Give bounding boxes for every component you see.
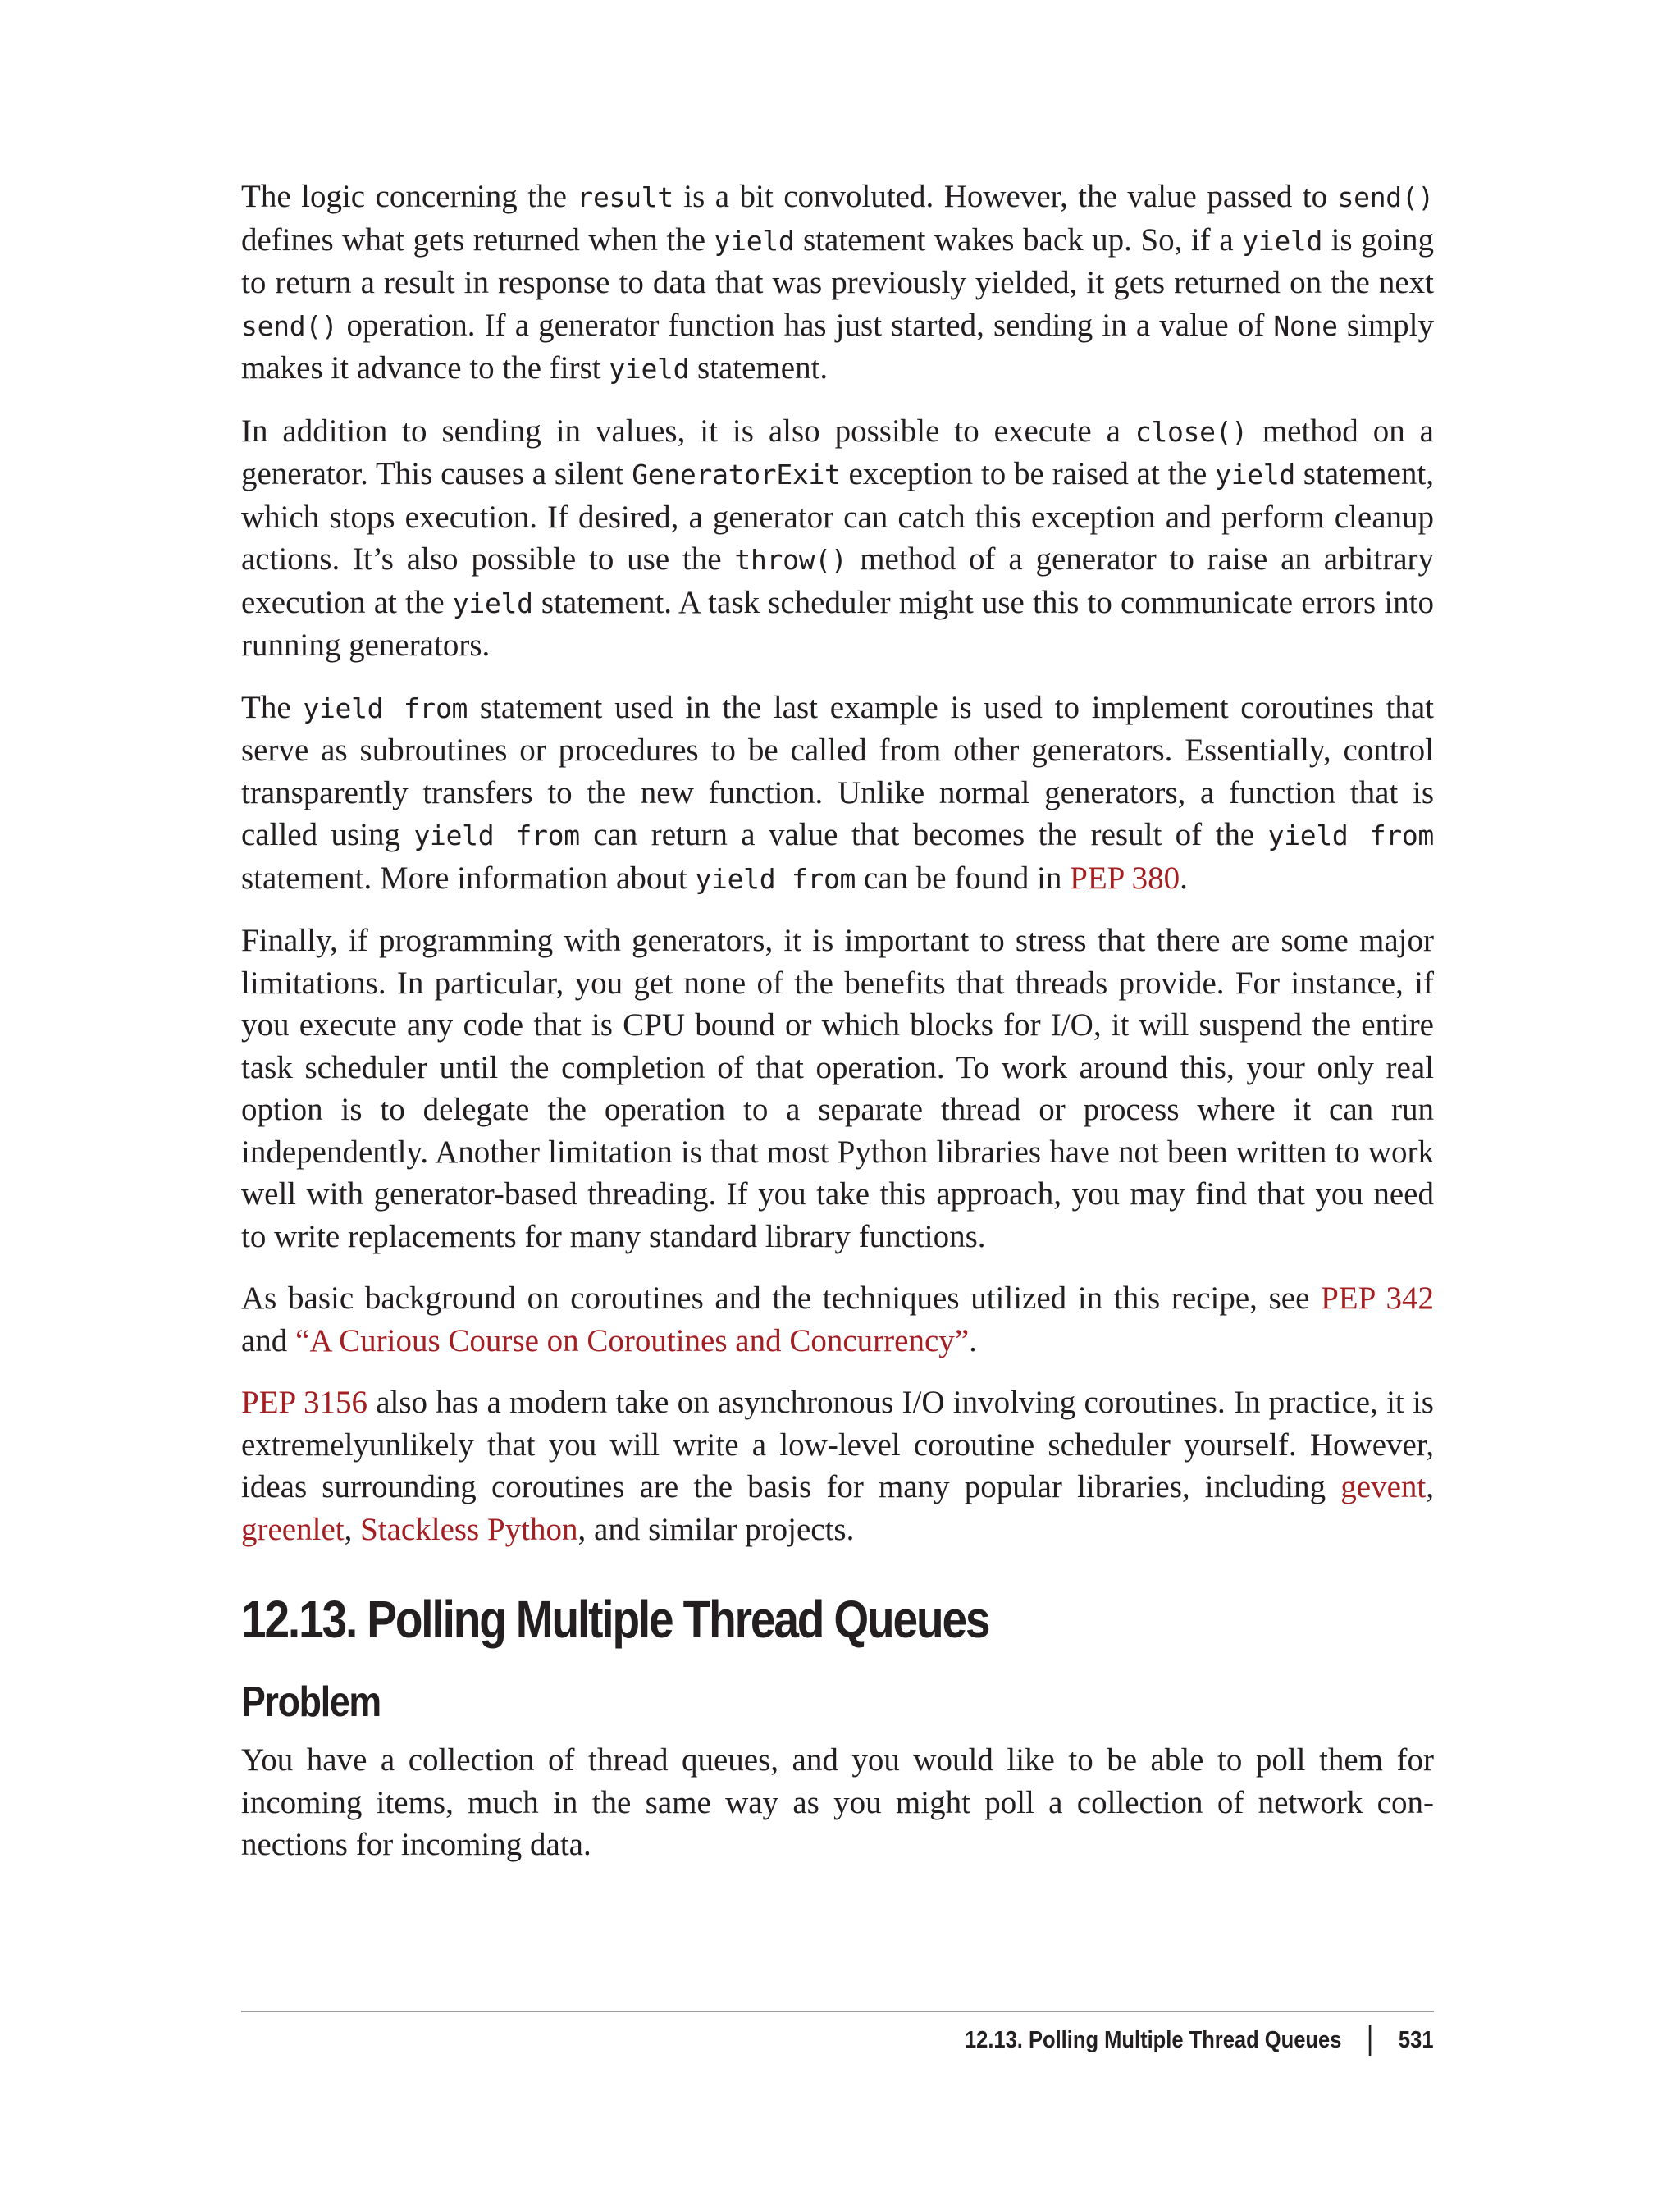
text-run: , [1426, 1469, 1434, 1504]
text-run: also has a modern take on asynchronous I/O involving coroutines. In practice, it is extremelyunlikely that you will write a low-level coroutine scheduler yourself. However, ideas surrounding coroutines are the basis for many popular libraries, including [241, 1385, 1434, 1504]
footer-running-title: 12.13. Polling Multiple Thread Queues [965, 2026, 1342, 2053]
text-run: statement used in the last example is used to implement coroutines that serve as subroutines or procedures to be called from other generators. Essentially, control transparently transfers to the new function. Unlike normal generators, a function that is called using [241, 689, 1435, 852]
link-stackless-python[interactable]: Stackless Python [360, 1511, 578, 1547]
text-run: and [241, 1322, 296, 1358]
paragraph-pep-3156 [241, 1381, 1434, 1550]
text-run: The logic concerning the [241, 179, 578, 214]
text-run: method on a generator. This causes a silent [241, 413, 1434, 491]
text-run: method of a generator to raise an arbitrary execution at the [241, 541, 1434, 620]
text-run: Finally, if programming with generators, it is important to stress that there are some major limitations. In particular, you get none of the benefits that threads provide. For instance, if you execute any code that is CPU bound or which blocks for I/O, it will suspend the entire task scheduler until the completion of that operation. To work around this, your only real option is to delegate the operation to a separate thread or process where it can run independently. Another limitation is that most Python libraries have not been written to work well with generator-based threading. If you take this approach, you may find that you need to write replacements for many standard library functions. [241, 923, 1434, 1254]
inline-code: yield [609, 353, 690, 385]
inline-code: yield [1215, 459, 1295, 491]
inline-code: yield [1242, 224, 1323, 257]
text-run: simply makes it advance to the first [241, 307, 1434, 386]
paragraph-close-throw [241, 410, 1434, 667]
paragraph-background [241, 1277, 1434, 1362]
text-run: is going to return a result in response to data that was previously yielded, it gets returned on the next [241, 221, 1434, 300]
subsection-title-problem: Problem [241, 1678, 381, 1726]
text-run: can be found in [856, 860, 1071, 896]
text-run: In addition to sending in values, it is also possible to execute a [241, 413, 1135, 449]
inline-code: yield from [303, 692, 468, 724]
page-number: 531 [1399, 2026, 1434, 2053]
text-run: statement. [689, 350, 829, 386]
text-run: exception to be raised at the [840, 456, 1216, 491]
text-run: , [344, 1511, 361, 1547]
text-run: statement, which stops execution. If desired, a generator can catch this exception and perform cleanup actions. It’s also possible to use the [241, 456, 1435, 577]
text-run: defines what gets returned when the [241, 221, 714, 258]
inline-code: yield [452, 587, 533, 619]
text-run: statement. A task scheduler might use this to communicate errors into running generators. [241, 584, 1434, 663]
inline-code: result [577, 181, 673, 213]
text-run: . [1180, 860, 1188, 896]
section-title: 12.13. Polling Multiple Thread Queues [241, 1590, 989, 1649]
text-run: can return a value that becomes the result of the [579, 817, 1268, 852]
link-pep-380[interactable]: PEP 380 [1070, 860, 1180, 896]
inline-code: send() [241, 309, 338, 342]
text-run: statement wakes back up. So, if a [794, 221, 1243, 258]
footer-rule [241, 2011, 1434, 2012]
text-run: . [969, 1322, 977, 1358]
paragraph-send-logic [241, 176, 1434, 390]
inline-code: None [1273, 309, 1338, 342]
inline-code: close() [1134, 415, 1248, 448]
inline-code: throw() [734, 544, 847, 576]
footer-separator [1369, 2025, 1372, 2056]
page-footer [965, 2025, 1434, 2056]
text-run: operation. If a generator function has just started, sending in a value of [337, 307, 1274, 343]
link-pep-3156[interactable]: PEP 3156 [241, 1385, 368, 1420]
link-pep-342[interactable]: PEP 342 [1321, 1281, 1434, 1316]
inline-code: send() [1337, 181, 1434, 213]
text-run: , and similar projects. [578, 1511, 855, 1547]
inline-code: yield from [1267, 819, 1434, 851]
inline-code: yield from [413, 819, 580, 851]
text-run: As basic background on coroutines and the techniques utilized in this recipe, see [241, 1281, 1322, 1316]
text-run: The [241, 689, 304, 725]
page-content [241, 176, 1434, 1886]
inline-code: GeneratorExit [632, 459, 841, 491]
link-gevent[interactable]: gevent [1340, 1469, 1427, 1504]
paragraph-problem: You have a collection of thread queues, and you would like to be able to poll them for incoming items, much in the same way as you might poll a collection of network connections for incoming data. [241, 1742, 1434, 1862]
link-curious-course[interactable]: “A Curious Course on Coroutines and Concurrency” [295, 1322, 970, 1358]
inline-code: yield [714, 224, 795, 257]
link-greenlet[interactable]: greenlet [241, 1511, 345, 1547]
inline-code: yield from [695, 862, 856, 895]
paragraph-yield-from [241, 687, 1434, 901]
text-run: statement. More information about [241, 860, 696, 896]
text-run: is a bit convoluted. However, the value passed to [673, 179, 1338, 214]
paragraph-limitations [241, 920, 1434, 1258]
